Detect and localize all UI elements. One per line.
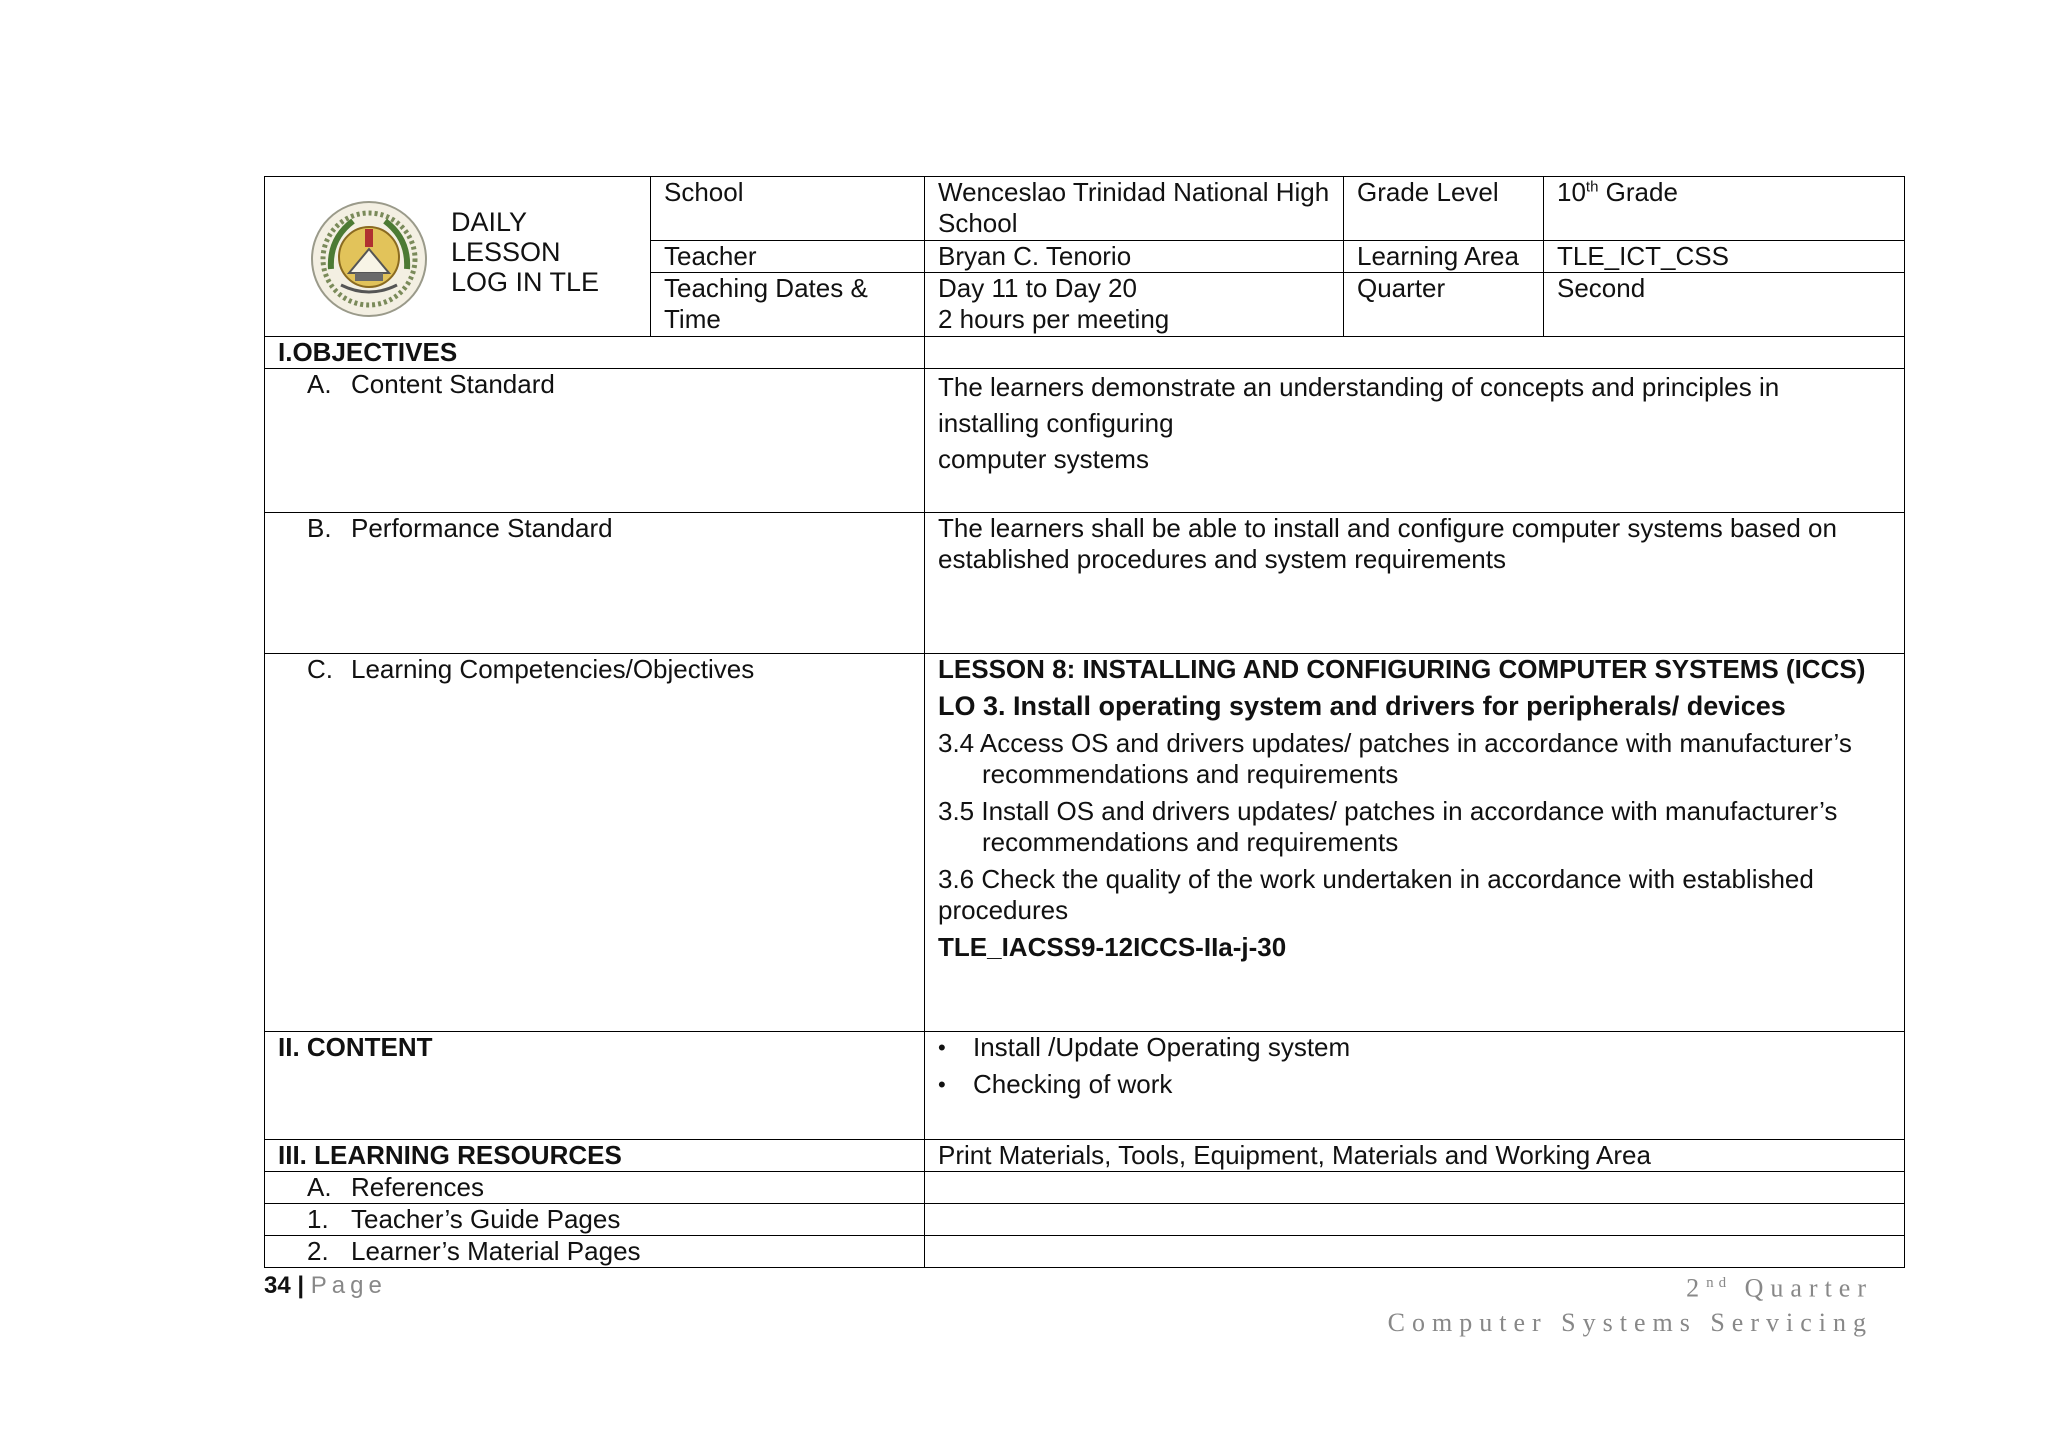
teachers-guide-value: [925, 1204, 1905, 1236]
teacher-label: Teacher: [651, 241, 925, 273]
content-standard-label: A. Content Standard: [265, 369, 925, 513]
subject-name: Computer Systems Servicing: [1387, 1307, 1873, 1337]
teacher-value: Bryan C. Tenorio: [925, 241, 1344, 273]
header-logo-cell: [265, 177, 651, 337]
content-bullet: • Checking of work: [938, 1069, 1894, 1100]
learners-material-label: 2. Learner’s Material Pages: [265, 1236, 925, 1268]
references-label: A. References: [265, 1172, 925, 1204]
grade-level-value: 10th Grade: [1544, 177, 1905, 241]
lesson-title: LESSON 8: INSTALLING AND CONFIGURING COMPUTER SYSTEMS (ICCS): [938, 654, 1866, 684]
quarter-footer: 2nd Quarter: [1686, 1273, 1873, 1303]
competency-3-6: 3.6 Check the quality of the work undertaken in accordance with established procedures: [938, 864, 1814, 925]
competency-code: TLE_IACSS9-12ICCS-IIa-j-30: [938, 932, 1287, 962]
school-label: School: [651, 177, 925, 241]
references-value: [925, 1172, 1905, 1204]
document-title: DAILY LESSON LOG IN TLE: [451, 207, 600, 297]
performance-standard-label: B. Performance Standard: [265, 513, 925, 654]
content-heading: II. CONTENT: [265, 1032, 925, 1140]
content-list: [938, 1032, 1894, 1100]
page-word: Page: [310, 1272, 387, 1299]
competencies-text: [925, 654, 1905, 1032]
learning-resources-value: Print Materials, Tools, Equipment, Materials and Working Area: [925, 1140, 1905, 1172]
competency-3-4: 3.4 Access OS and drivers updates/ patches in accordance with manufacturer’s recommendations and requirements: [938, 728, 1852, 789]
objectives-heading: I.OBJECTIVES: [265, 337, 925, 369]
quarter-value: Second: [1544, 273, 1905, 337]
objectives-heading-blank: [925, 337, 1905, 369]
teachers-guide-label: 1. Teacher’s Guide Pages: [265, 1204, 925, 1236]
grade-level-label: Grade Level: [1344, 177, 1544, 241]
learning-area-label: Learning Area: [1344, 241, 1544, 273]
competencies-label: C. Learning Competencies/Objectives: [265, 654, 925, 1032]
school-value: Wenceslao Trinidad National High School: [925, 177, 1344, 241]
competency-3-5: 3.5 Install OS and drivers updates/ patches in accordance with manufacturer’s recommendations and requirements: [938, 796, 1838, 857]
school-seal-logo: [309, 199, 429, 319]
content-bullet: • Install /Update Operating system: [938, 1032, 1894, 1063]
teaching-dates-label: Teaching Dates & Time: [651, 273, 925, 337]
learning-resources-heading: III. LEARNING RESOURCES: [265, 1140, 925, 1172]
content-list-cell: [925, 1032, 1905, 1140]
content-standard-text: The learners demonstrate an understanding of concepts and principles in installing configuring computer systems: [925, 369, 1905, 513]
page-number: 34: [264, 1272, 291, 1299]
subject-footer: [1388, 1266, 1873, 1340]
page-separator: |: [297, 1272, 305, 1299]
lesson-log-table: [264, 176, 1905, 1268]
lo-title: LO 3. Install operating system and drivers for peripherals/ devices: [938, 691, 1786, 721]
teaching-dates-value: Day 11 to Day 20 2 hours per meeting: [925, 273, 1344, 337]
learners-material-value: [925, 1236, 1905, 1268]
learning-area-value: TLE_ICT_CSS: [1544, 241, 1905, 273]
page-number-footer: [264, 1272, 387, 1300]
quarter-label: Quarter: [1344, 273, 1544, 337]
performance-standard-text: The learners shall be able to install and configure computer systems based on established procedures and system requirements: [925, 513, 1905, 654]
